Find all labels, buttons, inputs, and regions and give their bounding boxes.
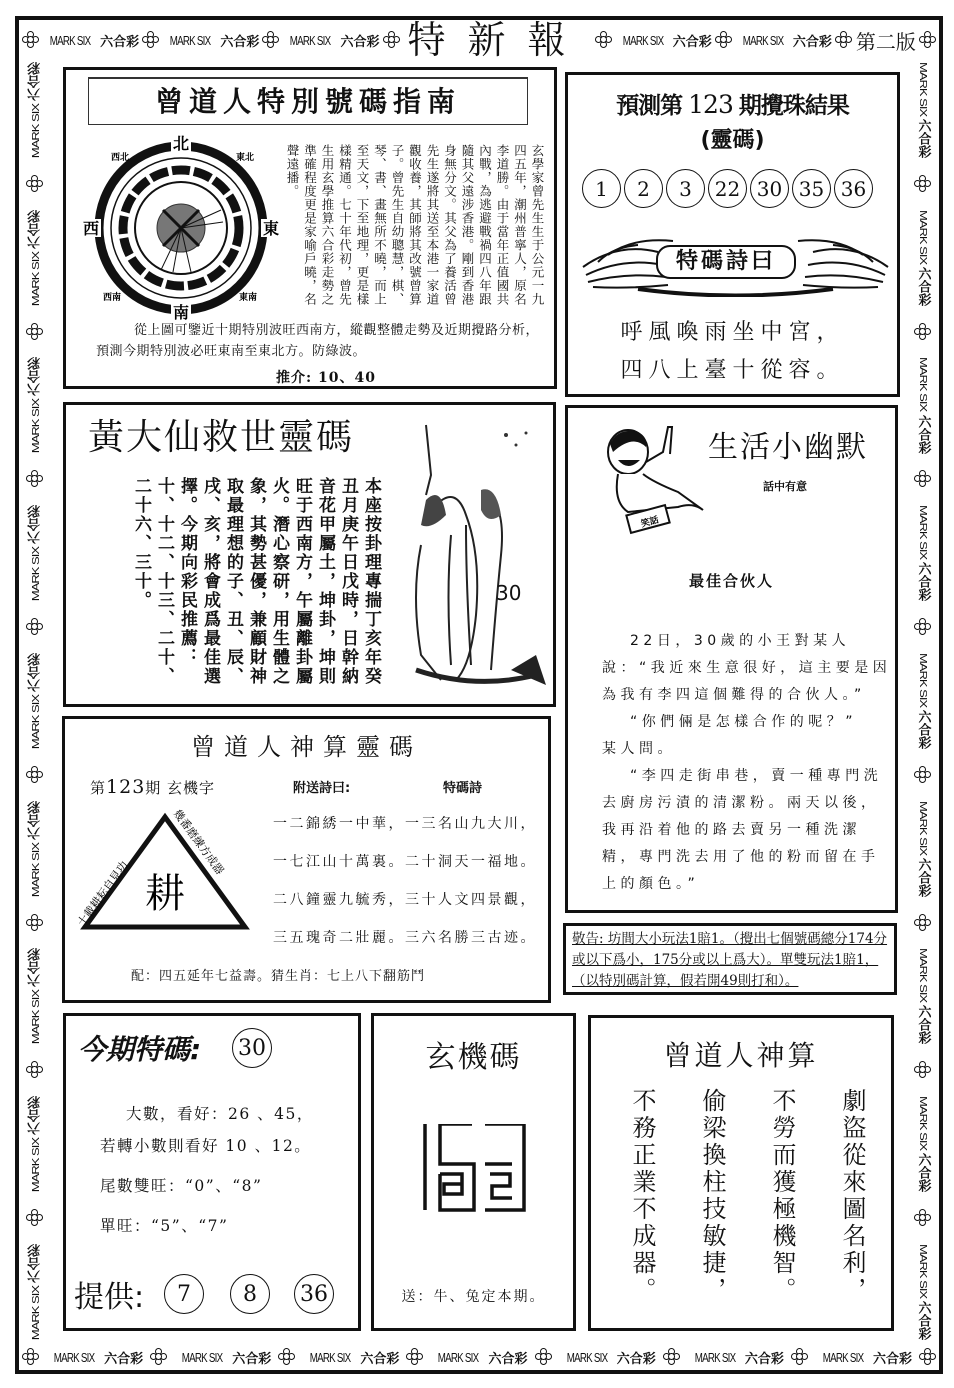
brand-mark: MARK SIX 六合彩 <box>822 1349 912 1367</box>
flower-icon <box>791 1348 809 1366</box>
svg-text:笑話: 笑話 <box>640 515 661 530</box>
svg-text:南: 南 <box>172 303 190 320</box>
number-ball: 3 <box>666 169 705 208</box>
poem-line: 呼風喚雨坐中宮， <box>620 320 845 345</box>
riddle-triangle <box>73 807 258 937</box>
joke-paragraph: “你們倆是怎樣合作的呢？” <box>630 714 858 730</box>
number-ball: 36 <box>834 169 873 208</box>
svg-text:東: 東 <box>262 219 280 238</box>
svg-text:東北: 東北 <box>236 153 255 163</box>
flower-icon <box>26 175 44 193</box>
flower-icon <box>262 31 280 49</box>
brand-mark: MARK SIX 六合彩 <box>694 1349 784 1367</box>
brand-mark: MARK SIX 六合彩 <box>27 209 43 306</box>
flower-icon <box>715 31 733 49</box>
brand-mark: MARK SIX 六合彩 <box>915 948 931 1045</box>
brand-mark: MARK SIX 六合彩 <box>566 1349 656 1367</box>
svg-text:東南: 東南 <box>239 293 258 303</box>
poem-line: 二八鐘靈九毓秀，三十人文四景觀， <box>273 892 537 908</box>
flower-icon <box>22 1348 40 1366</box>
special-number-ball: 30 <box>232 1028 272 1068</box>
flower-icon <box>142 31 160 49</box>
brand-mark: MARK SIX 六合彩 <box>53 1349 144 1367</box>
newspaper-title: 特新報 <box>407 20 588 60</box>
flower-icon <box>26 1209 44 1227</box>
flower-icon <box>663 1348 681 1366</box>
svg-text:西: 西 <box>82 219 100 238</box>
section-title: 生活小幽默 <box>708 430 868 465</box>
section-title: 曾道人神算靈碼 <box>191 733 422 761</box>
hint-line: 若轉小數則看好 10 、12。 <box>100 1137 312 1155</box>
brand-mark: MARK SIX 六合彩 <box>310 1349 400 1367</box>
section-title: 玄機碼 <box>425 1040 522 1075</box>
flower-icon <box>535 1348 553 1366</box>
brand-mark: MARK SIX 六合彩 <box>169 32 260 50</box>
wong-tai-sin-text: 本座按卦理專揣丁亥年癸丑月庚午日戊時，日幹納音花甲屬土，坤卦，坤則旺于西南方，午屬離卦屬火。潛心察研，用生體之象，其勢甚優，兼顧財神取最理想的子、丑、辰、戌、亥，將會成爲最佳選擇。今期向彩民推薦：十、十二、十三、二十、二十六、三十。 <box>131 477 381 686</box>
flower-icon <box>914 766 932 784</box>
poem-line: 一七江山十萬裏。二十洞天一福地。 <box>273 854 537 870</box>
svg-text:耕: 耕 <box>145 871 185 917</box>
flower-icon <box>22 31 40 49</box>
masthead <box>22 20 937 60</box>
flower-icon <box>406 1348 424 1366</box>
tsang-divination-poem-section <box>588 1015 894 1331</box>
provided-number-ball: 7 <box>164 1274 204 1314</box>
immortal-illustration <box>396 415 556 695</box>
cartoon-character <box>598 422 713 537</box>
hint-line: 大數，看好：26 、45， <box>126 1105 314 1123</box>
flower-icon <box>914 1209 932 1227</box>
poem-columns <box>627 1088 867 1304</box>
flower-icon <box>26 1061 44 1079</box>
prediction-title: 預測第 123 期攪珠結果 <box>616 90 849 119</box>
poem-lines <box>273 805 543 957</box>
wong-tai-sin-section <box>63 402 556 707</box>
right-border-strip <box>908 62 938 1340</box>
flower-icon <box>914 914 932 932</box>
brand-mark: MARK SIX 六合彩 <box>915 1243 931 1340</box>
this-issue-special-section <box>63 1013 361 1331</box>
poem-column: 不務正業不成器。 <box>628 1088 656 1304</box>
issue-label: 第123期 玄機字 <box>90 776 216 798</box>
brand-mark: MARK SIX 六合彩 <box>27 62 43 159</box>
svg-text:30: 30 <box>496 581 522 605</box>
draw-prediction-section <box>565 72 900 397</box>
svg-text:幾番磨練方成器: 幾番磨練方成器 <box>170 807 227 878</box>
poem-line: 一二錦綉一中華，一三名山九大川， <box>273 816 537 832</box>
brand-mark: MARK SIX 六合彩 <box>742 32 832 50</box>
brand-mark: MARK SIX 六合彩 <box>27 800 43 897</box>
svg-text:西北: 西北 <box>111 153 130 163</box>
rules-notice <box>563 923 897 995</box>
mystery-hint: 送：牛、兔定本期。 <box>401 1289 546 1305</box>
poem-column: 不勞而獲極機智。 <box>768 1088 796 1304</box>
brand-mark: MARK SIX 六合彩 <box>622 32 712 50</box>
brand-mark: MARK SIX 六合彩 <box>27 1096 43 1193</box>
flower-icon <box>914 618 932 636</box>
mystery-code-section <box>371 1013 576 1331</box>
brand-mark: MARK SIX 六合彩 <box>27 652 43 749</box>
section-subtitle: 話中有意 <box>763 480 807 493</box>
guide-analysis-text: 從上圖可鑒近十期特別波旺西南方，縱觀整體走勢及近期攪路分析，預測今期特別波必旺東南至東北方。防綠波。 <box>96 323 540 359</box>
svg-text:十載耕耘自見功: 十載耕耘自見功 <box>74 858 131 929</box>
mystery-glyph <box>422 1124 527 1212</box>
brand-mark: MARK SIX 六合彩 <box>915 800 931 897</box>
brand-mark: MARK SIX 六合彩 <box>49 32 140 50</box>
number-ball: 2 <box>624 169 663 208</box>
svg-text:西南: 西南 <box>103 293 122 303</box>
zodiac-hint: 配：四五延年七益壽。猜生肖：七上八下翻筋鬥 <box>131 969 426 984</box>
number-ball: 30 <box>750 169 789 208</box>
flower-icon <box>26 914 44 932</box>
flower-icon <box>383 31 401 49</box>
brand-mark: MARK SIX 六合彩 <box>27 357 43 454</box>
notice-text: 敬告: 坊間大小玩法1賠1。（攪出七個號碼總分174分或以下爲小，175分或以上爲大）。單雙玩法1賠1，（以特別碼計算，假若開49則打和）。 <box>572 931 888 989</box>
joke-heading: 最佳合伙人 <box>688 572 774 590</box>
flower-icon <box>919 31 937 49</box>
poem-label: 附送詩曰: <box>293 781 351 796</box>
flower-icon <box>914 175 932 193</box>
special-poem-label: 特碼詩 <box>443 781 483 796</box>
brand-mark: MARK SIX 六合彩 <box>290 32 380 50</box>
flower-icon <box>26 323 44 341</box>
compass-diagram <box>81 130 281 320</box>
poem-banner: 特碼詩曰 <box>656 245 796 279</box>
brand-mark: MARK SIX 六合彩 <box>181 1349 272 1367</box>
brand-mark: MARK SIX 六合彩 <box>915 505 931 602</box>
flower-icon <box>26 470 44 488</box>
poem-column: 劇盜從來圖名利， <box>838 1088 866 1304</box>
hint-line: 尾數雙旺：“0”、“8” <box>100 1177 263 1195</box>
provide-label: 提供: <box>74 1280 145 1315</box>
section-title: 曾道人特別號碼指南 <box>88 77 528 125</box>
tsang-divine-code-section <box>62 716 551 1003</box>
joke-paragraph: 某人問。 <box>602 741 676 757</box>
flower-icon <box>914 1061 932 1079</box>
guide-body-text: 玄學家曾先生生于公元一九四五年，潮州普寧人，原名李道勝。由于當年正值國共內戰，為逃避戰禍四八年跟隨其父遠涉香港。剛到香港身無分文。其父為了養活曾先生遂將其送至本港一家道觀收養，其師將其改號曾算子。曾先生自幼聰慧，棋、琴、書、畫無所不曉，而上至天文，下至地理，更是樣樣精通。七十年代初，曾先生用玄學推算六合彩走勢之準確程度更是家喻戶曉，名聲遠播。 <box>285 144 545 306</box>
recommended-numbers: 推介: 10、40 <box>276 370 377 386</box>
provided-number-ball: 36 <box>294 1274 334 1314</box>
section-title: 曾道人神算 <box>663 1039 819 1072</box>
brand-mark: MARK SIX 六合彩 <box>438 1349 528 1367</box>
poem-line: 三五瑰奇二壯麗。三六名勝三古迹。 <box>273 930 537 946</box>
provided-number-ball: 8 <box>230 1274 270 1314</box>
flower-icon <box>278 1348 296 1366</box>
brand-mark: MARK SIX 六合彩 <box>27 948 43 1045</box>
poem-line: 四八上臺十從容。 <box>620 358 845 383</box>
number-ball: 35 <box>792 169 831 208</box>
section-title: 今期特碼: <box>78 1033 202 1066</box>
joke-body <box>602 628 892 898</box>
left-border-strip <box>20 62 50 1340</box>
flower-icon <box>26 766 44 784</box>
svg-text:北: 北 <box>172 134 190 153</box>
number-ball: 1 <box>582 169 621 208</box>
flower-icon <box>150 1348 168 1366</box>
flower-icon <box>835 31 853 49</box>
edition-label: 第二版 <box>855 29 916 54</box>
brand-mark: MARK SIX 六合彩 <box>27 1243 43 1340</box>
brand-mark: MARK SIX 六合彩 <box>915 62 931 159</box>
special-number-guide-section <box>63 67 557 389</box>
life-humor-section <box>565 405 898 913</box>
brand-mark: MARK SIX 六合彩 <box>915 1096 931 1193</box>
joke-paragraph: 22日，30歲的小王對某人說：“我近來生意很好，這主要是因為我有李四這個難得的合伙人。” <box>602 633 892 703</box>
brand-mark: MARK SIX 六合彩 <box>915 357 931 454</box>
brand-mark: MARK SIX 六合彩 <box>27 505 43 602</box>
brand-mark: MARK SIX 六合彩 <box>915 209 931 306</box>
flower-icon <box>914 323 932 341</box>
joke-paragraph: “李四走街串巷，賣一種專門洗去廚房污漬的清潔粉。兩天以後，我再沿着他的路去賣另一種洗潔精，專門洗去用了他的粉而留在手上的顏色。” <box>602 768 883 892</box>
flower-icon <box>914 470 932 488</box>
poem-column: 偷梁換柱技敏捷， <box>698 1088 726 1304</box>
section-title: 黃大仙救世靈碼 <box>88 417 355 458</box>
flower-icon <box>26 618 44 636</box>
prediction-subtitle: (靈碼) <box>700 128 765 153</box>
number-ball: 22 <box>708 169 747 208</box>
flower-icon <box>919 1348 937 1366</box>
predicted-numbers <box>582 169 873 208</box>
flower-icon <box>595 31 613 49</box>
footer-strip <box>22 1342 937 1372</box>
hint-line: 單旺：“5”、“7” <box>100 1217 229 1235</box>
brand-mark: MARK SIX 六合彩 <box>915 652 931 749</box>
